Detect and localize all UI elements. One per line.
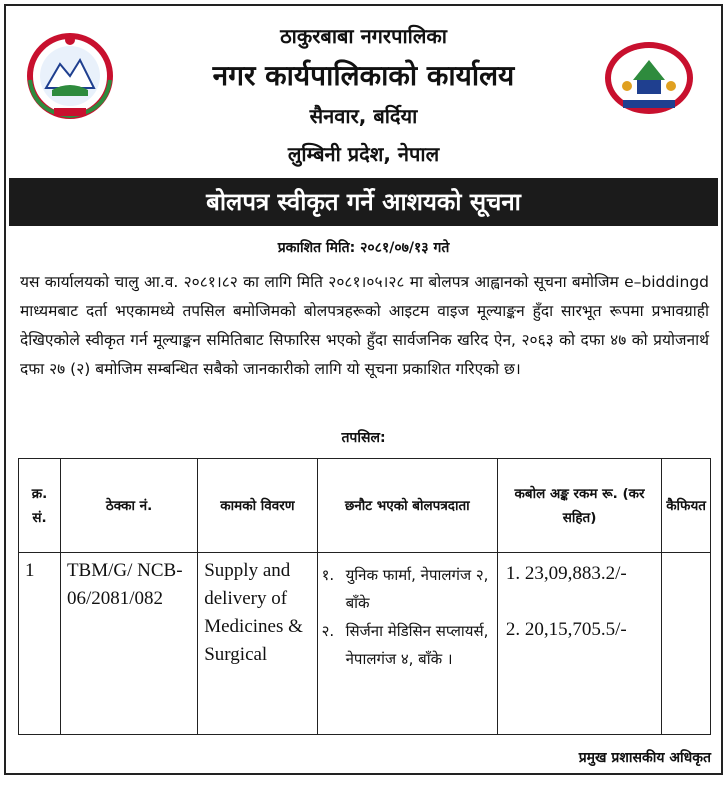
col-header-sn: क्र. सं.: [19, 459, 61, 553]
cell-remarks: [662, 553, 711, 735]
cell-contract-no: TBM/G/ NCB- 06/2081/082: [60, 553, 197, 735]
cell-bid-amounts: [497, 553, 661, 735]
col-header-remarks: कैफियत: [662, 459, 711, 553]
municipality-name: ठाकुरबाबा नगरपालिका: [280, 24, 447, 48]
bidder-number: १.: [321, 566, 335, 584]
bidder-item: [322, 617, 493, 673]
bid-amount: 1. 23,09,883.2/-: [505, 563, 627, 584]
col-header-contract-no: ठेक्का नं.: [60, 459, 197, 553]
municipality-logo: [603, 40, 695, 118]
cell-selected-bidders: [317, 553, 497, 735]
address-line: सैनवार, बर्दिया: [309, 104, 418, 128]
col-header-work-description: कामको विवरण: [198, 459, 317, 553]
cell-work-description: Supply and delivery of Medicines & Surgical: [198, 553, 317, 735]
bidder-item: [322, 561, 493, 617]
bid-amount: 2. 20,15,705.5/-: [505, 619, 627, 640]
bid-details-table: [18, 458, 711, 735]
notice-body-text: यस कार्यालयको चालु आ.व. २०८१।८२ का लागि मिति २०८१।०५।२८ मा बोलपत्र आह्वानको सूचना बमोजिम e–biddingd माध्यमबाट दर्ता भएकामध्ये तपसिल बमोजिमको बोलपत्रहरूको आइटम वाइज मूल्याङ्कन हुँदा सारभूत रूपमा प्रभावग्राही देखिएकोले स्वीकृत गर्न मूल्याङ्कन समितिबाट सिफारिस भएको हुँदा सार्वजनिक खरिद ऐन, २०६३ को दफा ४७ को प्रयोजनार्थ दफा २७ (२) बमोजिम सम्बन्धित सबैको जानकारीको लागि यो सूचना प्रकाशित गरिएको छ।: [20, 273, 709, 378]
bidder-number: २.: [321, 622, 335, 640]
bidder-name: सिर्जना मेडिसिन सप्लायर्स, नेपालगंज ४, बाँके ।: [345, 622, 489, 668]
signatory: प्रमुख प्रशासकीय अधिकृत: [578, 750, 711, 766]
cell-sn: 1: [19, 553, 61, 735]
header: [6, 6, 721, 174]
notice-title-banner: बोलपत्र स्वीकृत गर्ने आशयको सूचना: [9, 178, 718, 226]
notice-page: [4, 4, 723, 775]
table-row: [19, 553, 711, 735]
col-header-selected-bidder: छनौट भएको बोलपत्रदाता: [317, 459, 497, 553]
details-label: तपसिल:: [341, 430, 386, 446]
province-line: लुम्बिनी प्रदेश, नेपाल: [287, 142, 440, 166]
col-header-bid-amount: कबोल अङ्क रकम रू. (कर सहित): [497, 459, 661, 553]
bidder-name: युनिक फार्मा, नेपालगंज २, बाँके: [345, 566, 489, 612]
published-date: प्रकाशित मिति: २०८१/०७/१३ गते: [277, 240, 450, 256]
office-name: नगर कार्यपालिकाको कार्यालय: [212, 59, 515, 92]
